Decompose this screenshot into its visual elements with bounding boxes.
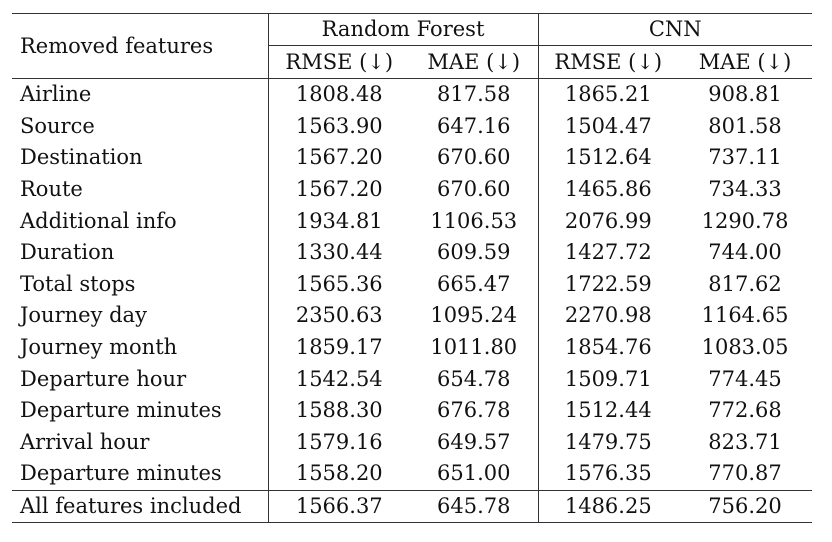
cnn-rmse-cell: 2270.98 [564,303,652,328]
feature-cell: Total stops [12,269,268,301]
table-row [12,142,812,174]
cnn-rmse-cell: 1486.25 [538,490,678,523]
cnn-mae-cell: 734.33 [708,177,782,202]
cnn-rmse-cell: 1854.76 [564,335,652,360]
rf-rmse-cell: 1588.30 [295,398,383,423]
table-row [12,458,812,490]
cnn-mae-cell: 744.00 [708,240,782,265]
subheader-cnn-rmse: RMSE (↓) [554,49,663,74]
rf-mae-cell: 651.00 [410,458,538,490]
rf-rmse-cell: 1808.48 [268,79,410,111]
group-header-cnn: CNN [538,14,812,46]
cnn-rmse-cell: 1479.75 [564,429,652,454]
rf-rmse-cell: 1859.17 [295,335,383,360]
feature-cell: All features included [12,490,268,523]
rf-rmse-cell: 1565.36 [295,271,383,296]
cnn-rmse-cell: 1465.86 [564,177,652,202]
rf-mae-cell: 670.60 [410,142,538,174]
subheader-rf-rmse: RMSE (↓) [285,49,394,74]
cnn-mae-cell: 1083.05 [701,335,789,360]
rf-mae-cell: 645.78 [410,490,538,523]
cnn-mae-cell: 908.81 [678,79,812,111]
rf-mae-cell: 609.59 [410,237,538,269]
rf-rmse-cell: 1330.44 [295,240,383,265]
cnn-mae-cell: 1290.78 [701,208,789,233]
table-row [12,395,812,427]
cnn-rmse-cell: 1512.44 [564,398,652,423]
table-row [12,205,812,237]
subheader-cnn-mae: MAE (↓) [698,49,792,74]
rf-rmse-cell: 1579.16 [295,429,383,454]
cnn-rmse-cell: 1722.59 [564,271,652,296]
rf-mae-cell: 670.60 [410,174,538,206]
cnn-mae-cell: 772.68 [708,398,782,423]
rf-rmse-cell: 1558.20 [295,461,383,486]
rf-mae-cell: 649.57 [410,427,538,459]
cnn-mae-cell: 774.45 [708,366,782,391]
table-header [12,14,812,79]
cnn-mae-cell: 823.71 [708,429,782,454]
cnn-mae-cell: 1164.65 [701,303,789,328]
cnn-mae-cell: 801.58 [708,113,782,138]
rf-mae-cell: 1011.80 [410,332,538,364]
table-row [12,300,812,332]
feature-cell: Duration [12,237,268,269]
rf-rmse-cell: 1566.37 [268,490,410,523]
feature-cell: Route [12,174,268,206]
group-header-random-forest: Random Forest [268,14,538,46]
feature-cell: Destination [12,142,268,174]
header-row-groups [12,14,812,46]
cnn-mae-cell: 756.20 [678,490,812,523]
rf-rmse-cell: 1542.54 [295,366,383,391]
feature-cell: Arrival hour [12,427,268,459]
feature-cell: Source [12,111,268,143]
rf-rmse-cell: 1567.20 [295,177,383,202]
cnn-rmse-cell: 1509.71 [564,366,652,391]
cnn-mae-cell: 817.62 [708,271,782,296]
feature-cell: Journey day [12,300,268,332]
table-row [12,111,812,143]
rf-mae-cell: 1106.53 [410,205,538,237]
row-header-label: Removed features [12,14,268,79]
table-row [12,332,812,364]
rf-mae-cell: 817.58 [410,79,538,111]
cnn-rmse-cell: 2076.99 [564,208,652,233]
cnn-rmse-cell: 1504.47 [564,113,652,138]
feature-cell: Journey month [12,332,268,364]
feature-cell: Departure minutes [12,395,268,427]
rf-mae-cell: 1095.24 [410,300,538,332]
rf-rmse-cell: 1934.81 [295,208,383,233]
feature-cell: Departure hour [12,363,268,395]
rf-mae-cell: 665.47 [410,269,538,301]
feature-cell: Airline [12,79,268,111]
table-row [12,269,812,301]
table-row [12,363,812,395]
feature-cell: Additional info [12,205,268,237]
rf-rmse-cell: 1563.90 [295,113,383,138]
rf-mae-cell: 647.16 [410,111,538,143]
rf-mae-cell: 676.78 [410,395,538,427]
cnn-rmse-cell: 1512.64 [564,145,652,170]
cnn-rmse-cell: 1865.21 [538,79,678,111]
cnn-mae-cell: 770.87 [708,461,782,486]
results-table [12,13,812,523]
table-body [12,79,812,523]
rf-mae-cell: 654.78 [410,363,538,395]
table-row [12,427,812,459]
table-row [12,174,812,206]
rf-rmse-cell: 1567.20 [295,145,383,170]
feature-cell: Departure minutes [12,458,268,490]
table-row [12,79,812,111]
cnn-rmse-cell: 1576.35 [564,461,652,486]
cnn-rmse-cell: 1427.72 [564,240,652,265]
subheader-rf-mae: MAE (↓) [410,46,538,79]
summary-row [12,490,812,523]
cnn-mae-cell: 737.11 [708,145,782,170]
table-row [12,237,812,269]
rf-rmse-cell: 2350.63 [295,303,383,328]
